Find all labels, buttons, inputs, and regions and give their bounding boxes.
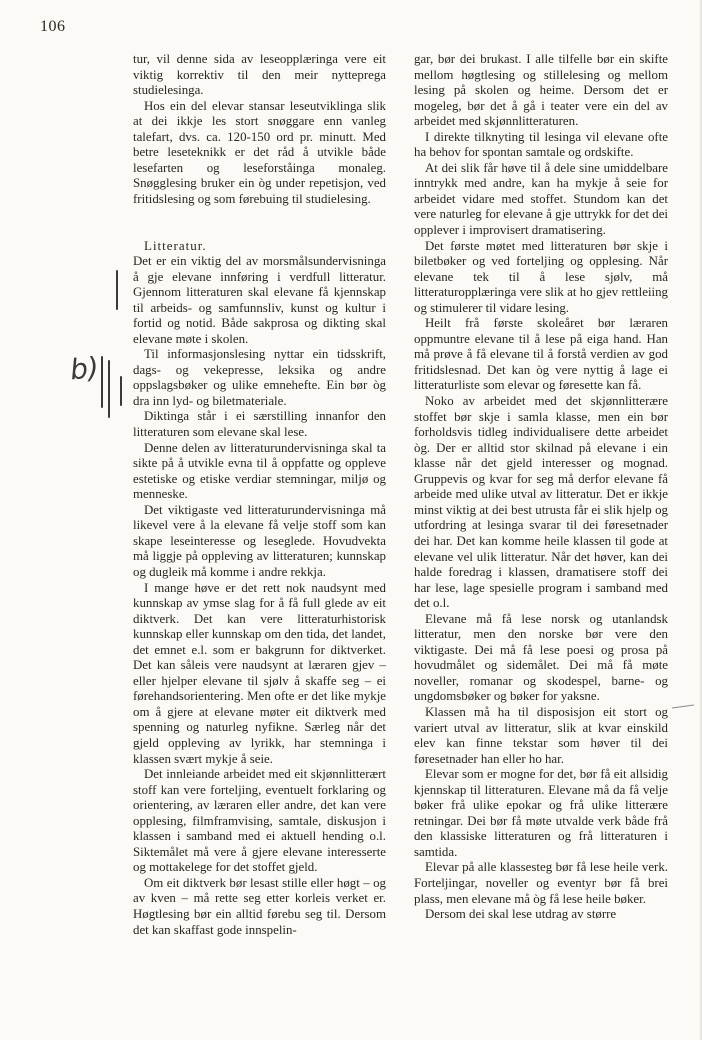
- paragraph: Denne delen av litteraturundervisninga skal ta sikte på å utvikle evna til å oppfatte og oppleve estetiske og etiske verdiar stemningar, miljø og menneske.: [133, 440, 386, 502]
- paragraph: Det første møtet med litteraturen bør skje i biletbøker og ved forteljing og opplesing. Når elevane tek til å lese sjølv, må litteraturopplæringa vere slik at ho gjev rettleiing og stimulerer til vidare lesing.: [414, 238, 668, 315]
- paragraph: Elevar som er mogne for det, bør få eit allsidig kjennskap til litteraturen. Elevane må da få velje bøker frå ulike epokar og frå ulike litterære retningar. Dei bør få møte utvalde verk både frå den klassiske litteraturen og frå litteraturen i samtida.: [414, 767, 668, 859]
- paragraph: Det innleiande arbeidet med eit skjønnlitterært stoff kan vere forteljing, eventuelt forklaring og orientering, av læraren eller andre, det kan vere opplesing, filmframvising, samtale, diskusjon i klassen i samband med ei aktuell hending o.l. Siktemålet må vere å gjere elevane interesserte og mottakelege for det stoffet gjeld.: [133, 767, 386, 875]
- paragraph: Heilt frå første skoleåret bør læraren oppmuntre elevane til å lese på eiga hand. Han må prøve å få elevane til å forstå verdien av god fritidslesnad. Det kan òg vere nyttig å lage ei litteraturliste som elevar og føresette kan få.: [414, 316, 668, 393]
- section-heading: Litteratur.: [144, 238, 207, 254]
- paragraph: Klassen må ha til disposisjon eit stort og variert utval av litteratur, slik at kvar einskild elev kan finne tekstar som høver til dei føresetnader han eller ho har.: [414, 704, 668, 766]
- paragraph: At dei slik får høve til å dele sine umiddelbare inntrykk med andre, kan ha mykje å seie for arbeidet vidare med stoffet. Stundom kan det vere naturleg for elevane å gje uttrykk for det dei opplever i improvisert dramatisering.: [414, 160, 668, 238]
- paragraph: Om eit diktverk bør lesast stille eller høgt – og av kven – må rette seg etter korleis verket er. Høgtlesing bør ein alltid førebu seg til. Dersom det kan skaffast gode innspelin-: [133, 875, 386, 937]
- handwritten-margin-line: [116, 270, 118, 310]
- paragraph: Noko av arbeidet med det skjønnlitterære stoffet bør skje i samla klasse, men ein bør forholdsvis tidleg individualisere dette arbeidet òg. Der er alltid stor skilnad på elevane i ein klasse når det gjeld interesser og mognad. Gruppevis og kvar for seg må derfor elevane få arbeide med ulike utval av litteratur. Det er ikkje minst viktig at dei best utrusta får ei slik hjelp og utfordring at lesinga svarar til dei føresetnader dei har. Det kan komme heile klassen til gode at elevane vel ulik litteratur. Når det høver, kan dei halde foredrag i klassen, dramatisere stoff dei har lese, lage spesielle program i samband med det o.l.: [414, 394, 668, 611]
- right-text-column: [414, 52, 668, 923]
- handwritten-margin-note: b): [68, 350, 101, 387]
- paragraph: Diktinga står i ei særstilling innanfor den litteraturen som elevane skal lese.: [133, 409, 386, 440]
- paragraph: Til informasjonslesing nyttar ein tidsskrift, dags- og vekepresse, leksika og andre oppslagsbøker og ulike emnehefte. Ein bør òg dra inn lyd- og biletmateriale.: [133, 347, 386, 408]
- paragraph: Det viktigaste ved litteraturundervisninga må likevel vere å la elevane få velje stoff som kan skape leseinteresse og leseglede. Hovudvekta må liggje på oppleving av litteraturen; kunnskap og dugleik må komme i andre rekkja.: [133, 502, 386, 579]
- paragraph: Det er ein viktig del av morsmålsundervisninga å gje elevane innføring i verdfull litteratur. Gjennom litteraturen skal elevane få kjennskap til arbeids- og samfunnsliv, kunst og kultur i fortid og notid. Både sakprosa og dikting skal elevane møte i skolen.: [133, 254, 386, 346]
- left-text-column: [133, 52, 386, 938]
- handwritten-margin-line: [101, 356, 103, 408]
- paragraph: I mange høve er det rett nok naudsynt med kunnskap av ymse slag for å få full glede av eit diktverk. Det kan vere litteraturhistorisk kunnskap eller kunnskap om den tida, det landet, det emnet e.l. som er bakgrunn for diktverket. Det kan såleis vere naudsynt at læraren gjev – eller hjelper elevane til sjølv å skaffe seg – ei førehandsorientering. Men ofte er det like mykje om å gjere at elevane møter eit diktverk med spenning og naturleg nyfikne. Særleg når det gjeld oppleving av lyrikk, har stemninga i klassen svært mykje å seie.: [133, 580, 386, 766]
- paragraph: Dersom dei skal lese utdrag av større: [425, 907, 617, 922]
- page-number: 106: [40, 18, 66, 35]
- margin-pencil-mark: [672, 704, 694, 708]
- paragraph: Hos ein del elevar stansar leseutviklinga slik at dei ikkje les stort snøggare enn vanleg talefart, dvs. ca. 120-150 ord pr. minutt. Med betre leseteknikk er det råd å utvikle både lesefarten og leseforståinga monaleg. Snøgglesing bruker ein òg under repetisjon, ved fritidslesing og som førebuing til studielesing.: [133, 98, 386, 206]
- handwritten-margin-line: [108, 360, 110, 418]
- paragraph: I direkte tilknyting til lesinga vil elevane ofte ha behov for spontan samtale og ordskifte.: [414, 129, 668, 160]
- paragraph: Elevar på alle klassesteg bør få lese heile verk. Forteljingar, noveller og eventyr bør få brei plass, men elevane må òg få lese heile bøker.: [414, 860, 668, 906]
- paragraph: Elevane må få lese norsk og utanlandsk litteratur, men den norske bør vere den viktigaste. Dei må få lese poesi og prosa på hovudmålet og sidemålet. Dei må få møte noveller, romanar og skodespel, barne- og ungdomsbøker og bøker for yaksne.: [414, 611, 668, 704]
- paragraph: gar, bør dei brukast. I alle tilfelle bør ein skifte mellom høgtlesing og stillelesing og mellom lesing på skolen og heime. Dersom det er mogeleg, bør det å gå i teater vere ein del av arbeidet med skjønnlitteraturen.: [414, 52, 668, 129]
- handwritten-margin-line: [120, 376, 122, 406]
- paragraph: tur, vil denne sida av leseopplæringa vere eit viktig korrektiv til den meir nytteprega studielesinga.: [133, 52, 386, 98]
